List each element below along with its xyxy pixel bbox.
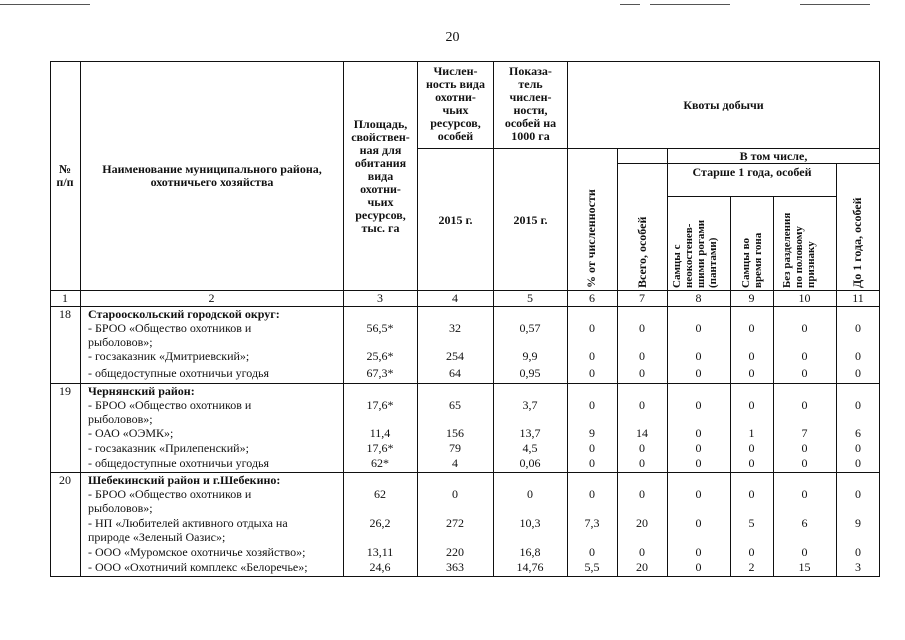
group-title: Чернянский район: [88,384,195,398]
row-name: - ОАО «ОЭМК»; [88,426,174,440]
cell-pct: 0 [589,349,595,363]
cell-c10: 0 [801,487,808,501]
column-number: 9 [748,291,755,305]
cell-c11: 0 [855,349,861,363]
column-number: 2 [208,291,215,305]
group-number: 20 [59,473,71,487]
cell-c9: 0 [748,487,755,501]
cell-area: 24,6 [369,560,391,574]
cell-c10: 0 [801,321,808,335]
cell-density: 4,5 [522,441,538,455]
cell-c9: 0 [748,545,755,559]
column-number: 11 [852,291,864,305]
cell-pct: 5,5 [584,560,600,574]
header-total: Всего, особей [635,216,649,288]
row-name: - общедоступные охотничьи угодья [88,456,270,470]
cell-c8: 0 [695,545,702,559]
cell-c11: 0 [855,456,861,470]
row-name: - БРОО «Общество охотников и [88,398,252,412]
cell-c8: 0 [695,441,702,455]
cell-count: 4 [452,456,458,470]
row-name: - госзаказник «Прилепенский»; [88,441,249,455]
header-name: Наименование муниципального района, охотничьего хозяйства [102,162,322,189]
cell-area: 11,4 [369,426,391,440]
cell-total: 20 [636,516,648,530]
row-name: - ООО «Муромское охотничье хозяйство»; [88,545,306,559]
header-density-year: 2015 г. [513,213,548,227]
header-including: В том числе, [739,149,808,163]
cell-c8: 0 [695,321,702,335]
row-name-continued: рыболовов»; [88,412,153,426]
header-young: До 1 года, особей [850,197,864,288]
header-older: Старше 1 года, особей [692,165,812,179]
cell-c11: 0 [855,441,861,455]
cell-area: 56,5* [366,321,394,335]
cell-density: 0 [527,487,533,501]
header-males-antlers: Самцы с неокостенев-шими рогами (пантами) [671,219,719,288]
cell-area: 62 [374,487,386,501]
cell-total: 20 [636,560,648,574]
cell-area: 62* [371,456,389,470]
header-males-rut: Самцы во время гона [740,232,764,288]
row-name-continued: природе «Зеленый Оазис»; [88,530,226,544]
cell-c11: 3 [855,560,861,574]
column-number: 8 [695,291,702,305]
cell-c8: 0 [695,398,702,412]
cell-density: 0,95 [519,366,541,380]
cell-c8: 0 [695,456,702,470]
cell-area: 26,2 [369,516,391,530]
cell-pct: 9 [589,426,595,440]
column-number: 1 [62,291,68,305]
cell-c9: 2 [748,560,755,574]
cell-total: 0 [639,321,645,335]
cell-density: 9,9 [522,349,538,363]
header-density: Показа- тель числен- ности, особей на 1000 га [504,64,557,143]
cell-c8: 0 [695,366,702,380]
group-number: 19 [59,384,71,398]
cell-count: 363 [446,560,464,574]
cell-total: 0 [639,398,645,412]
page-number: 20 [445,30,460,45]
cell-pct: 0 [589,398,595,412]
cell-count: 156 [446,426,464,440]
cell-c8: 0 [695,516,702,530]
cell-density: 10,3 [519,516,541,530]
cell-total: 0 [639,487,645,501]
cell-c9: 5 [748,516,755,530]
cell-density: 16,8 [519,545,541,559]
cell-area: 13,11 [366,545,394,559]
cell-count: 220 [446,545,464,559]
cell-c9: 0 [748,321,755,335]
cell-density: 0,57 [519,321,541,335]
cell-pct: 0 [589,487,595,501]
cell-density: 14,76 [516,560,544,574]
cell-c8: 0 [695,349,702,363]
cell-density: 0,06 [519,456,541,470]
header-count: Числен- ность вида охотни- чьих ресурсов, особей [426,64,485,143]
row-name: - БРОО «Общество охотников и [88,321,252,335]
row-name: - НП «Любителей активного отдыха на [88,516,288,530]
cell-pct: 0 [589,441,595,455]
row-name: - госзаказник «Дмитриевский»; [88,349,250,363]
cell-c8: 0 [695,426,702,440]
cell-c9: 1 [748,426,755,440]
cell-c11: 0 [855,321,861,335]
cell-c10: 6 [801,516,808,530]
header-area: Площадь, свойствен- ная для обитания вида охотни- чьих ресурсов, тыс. га [351,117,410,235]
cell-c10: 0 [801,545,808,559]
cell-c9: 0 [748,349,755,363]
cell-area: 17,6* [366,398,394,412]
cell-c11: 0 [855,487,861,501]
row-name-continued: рыболовов»; [88,501,153,515]
cell-c9: 0 [748,456,755,470]
cell-c10: 0 [801,441,808,455]
cell-pct: 7,3 [584,516,600,530]
header-quotas: Квоты добычи [683,98,764,112]
column-number: 5 [527,291,533,305]
column-number: 7 [639,291,645,305]
cell-c11: 0 [855,366,861,380]
cell-c11: 6 [855,426,861,440]
cell-density: 3,7 [522,398,538,412]
group-number: 18 [59,307,71,321]
header-no-sex: Без разделения по половому признаку [781,212,817,288]
cell-c9: 0 [748,441,755,455]
cell-c9: 0 [748,366,755,380]
cell-area: 67,3* [366,366,394,380]
cell-c10: 0 [801,398,808,412]
cell-c11: 0 [855,398,861,412]
cell-c9: 0 [748,398,755,412]
cell-pct: 0 [589,456,595,470]
row-name: - ООО «Охотничий комплекс «Белоречье»; [88,560,308,574]
header-pct: % от численности [584,189,598,288]
cell-count: 64 [449,366,461,380]
cell-c10: 0 [801,456,808,470]
cell-pct: 0 [589,321,595,335]
cell-area: 25,6* [366,349,394,363]
cell-c10: 0 [801,349,808,363]
column-number: 4 [452,291,458,305]
header-count-year: 2015 г. [438,213,473,227]
cell-count: 0 [452,487,458,501]
cell-count: 32 [449,321,461,335]
cell-pct: 0 [589,366,595,380]
cell-count: 65 [449,398,461,412]
cell-c11: 9 [855,516,861,530]
cell-c10: 15 [798,560,811,574]
row-name: - общедоступные охотничьи угодья [88,366,270,380]
group-title: Старооскольский городской округ: [88,307,280,321]
cell-pct: 0 [589,545,595,559]
cell-total: 0 [639,441,645,455]
row-name-continued: рыболовов»; [88,335,153,349]
cell-c10: 7 [801,426,808,440]
cell-count: 272 [446,516,464,530]
row-name: - БРОО «Общество охотников и [88,487,252,501]
column-number: 10 [798,291,811,305]
cell-total: 0 [639,366,645,380]
cell-c10: 0 [801,366,808,380]
cell-c11: 0 [855,545,861,559]
column-number: 6 [589,291,595,305]
cell-count: 79 [449,441,461,455]
header-row-number: № п/п [56,162,74,189]
cell-density: 13,7 [519,426,541,440]
cell-total: 0 [639,545,645,559]
cell-c8: 0 [695,560,702,574]
column-number: 3 [377,291,383,305]
group-title: Шебекинский район и г.Шебекино: [88,473,281,487]
cell-area: 17,6* [366,441,394,455]
cell-total: 14 [636,426,648,440]
cell-total: 0 [639,456,645,470]
cell-total: 0 [639,349,645,363]
cell-count: 254 [446,349,464,363]
cell-c8: 0 [695,487,702,501]
